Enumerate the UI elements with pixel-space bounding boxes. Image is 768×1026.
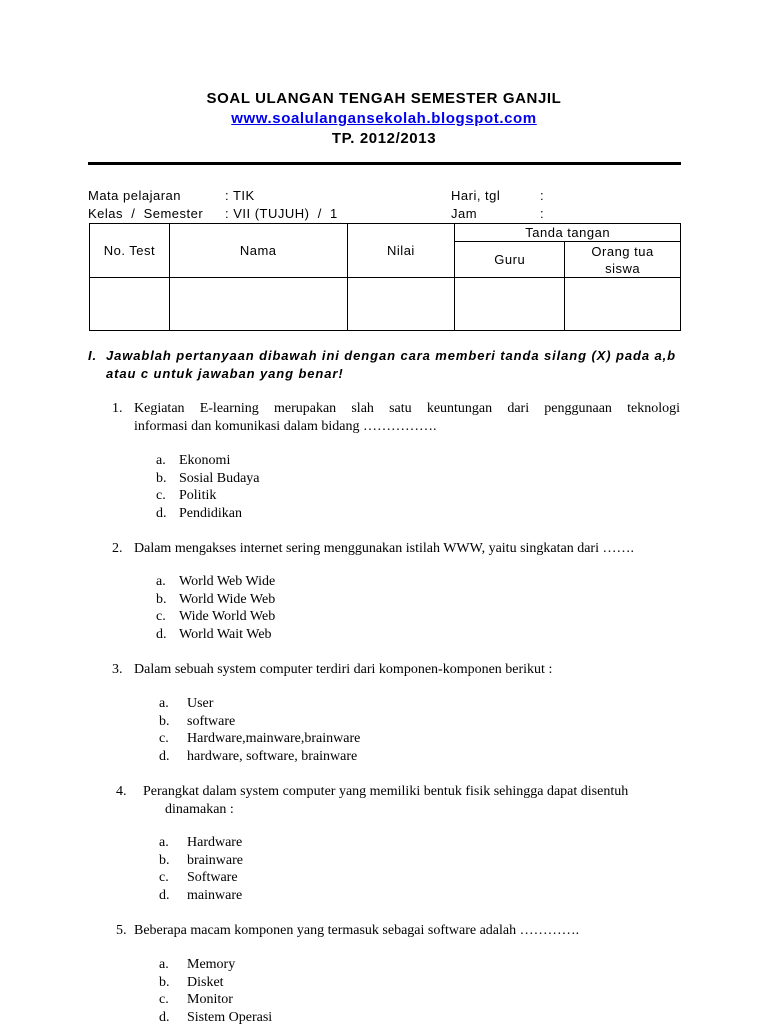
website-link[interactable]: www.soalulangansekolah.blogspot.com [231,110,537,127]
header-guru: Guru [455,242,565,278]
question-number: 3. [112,662,123,677]
subject-label: Mata pelajaran [88,188,181,203]
time-value: : [540,206,545,221]
header-divider [88,162,681,165]
cell-guru-signature[interactable] [455,278,565,331]
instruction-line-2: atau c untuk jawaban yang benar! [106,366,344,381]
class-value: : VII (TUJUH) / 1 [225,206,338,221]
student-info-table [89,223,681,331]
question-text-line-1: Beberapa macam komponen yang termasuk sebagai software adalah …………. [134,923,580,938]
day-label: Hari, tgl [451,188,501,203]
question-text-line-1: Dalam sebuah system computer terdiri dari komponen-komponen berikut : [134,662,553,677]
instruction-text [106,347,691,383]
question-number: 2. [112,541,123,556]
website-link-row [0,110,768,127]
instruction-line-1: Jawablah pertanyaan dibawah ini dengan cara memberi tanda silang (X) pada a,b [106,348,676,363]
day-value: : [540,188,545,203]
question-text-line-2: informasi dan komunikasi dalam bidang ……………. [134,419,437,434]
question-text-line-1: Kegiatan E-learning merupakan slah satu keuntungan dari penggunaan teknologi [134,401,680,416]
question-number: 4. [116,784,127,799]
cell-nilai[interactable] [347,278,455,331]
subject-value: : TIK [225,188,255,203]
header-orang-tua-line1: Orang tua [591,243,654,259]
question-text-line-1: Perangkat dalam system computer yang memiliki bentuk fisik sehingga dapat disentuh [143,784,629,799]
cell-nama[interactable] [169,278,347,331]
question-text-line-1: Dalam mengakses internet sering menggunakan istilah WWW, yaitu singkatan dari ……. [134,541,634,556]
question-text-line-2: dinamakan : [165,802,234,817]
header-orang-tua-line2: siswa [605,260,641,276]
header-tanda-tangan: Tanda tangan [455,224,681,242]
header-orang-tua [565,242,681,278]
school-year: TP. 2012/2013 [331,130,437,147]
cell-parent-signature[interactable] [565,278,681,331]
time-label: Jam [451,206,478,221]
question-number: 5. [116,923,127,938]
exam-title: SOAL ULANGAN TENGAH SEMESTER GANJIL [206,90,562,107]
question-number: 1. [112,401,123,416]
cell-no-test[interactable] [90,278,170,331]
section-number: I. [88,348,98,363]
class-label: Kelas / Semester [88,206,204,221]
header-nama: Nama [169,224,347,278]
header-no-test: No. Test [90,224,170,278]
header-nilai: Nilai [347,224,455,278]
